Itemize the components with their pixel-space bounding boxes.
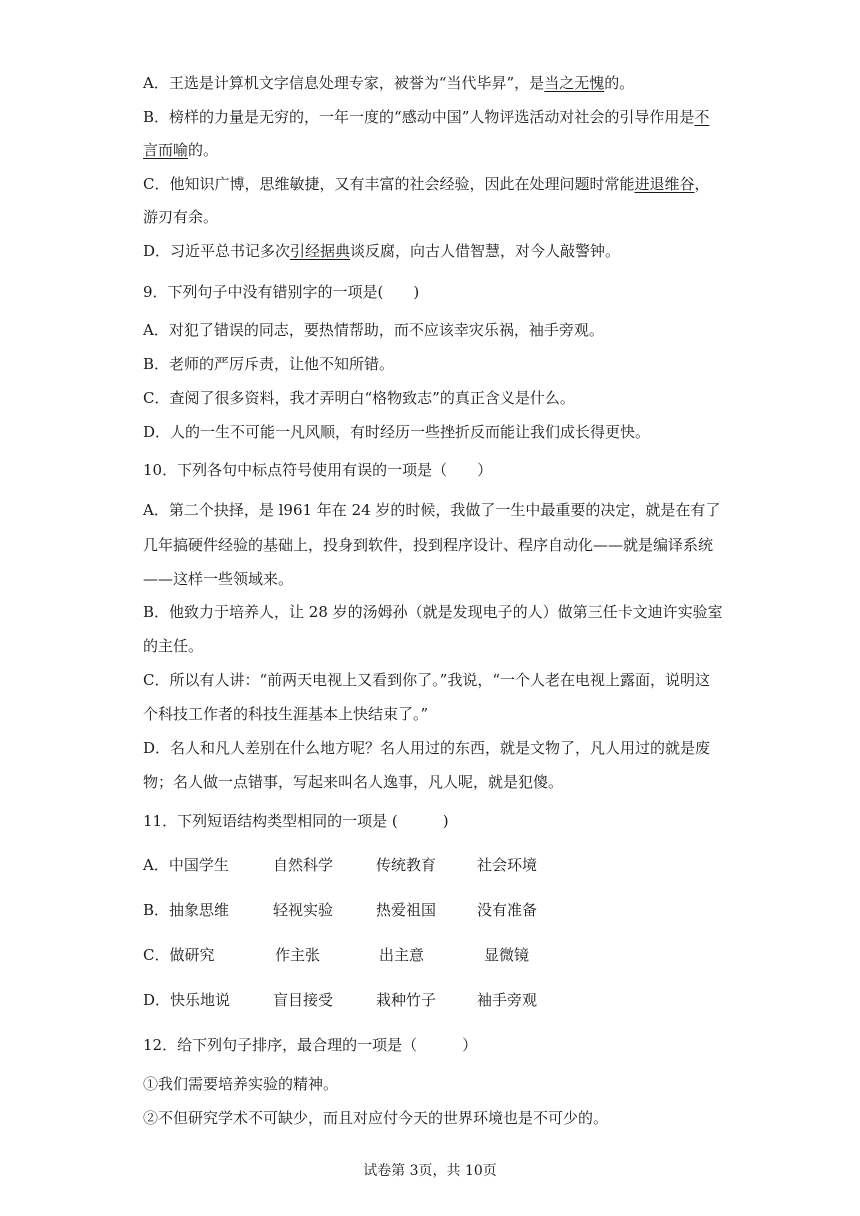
q11-row-a-label: A．中国学生 — [143, 856, 229, 874]
q8-option-c-text: C．他知识广博，思维敏捷，又有丰富的社会经验，因此在处理问题时常能 — [143, 175, 635, 193]
q8-option-b-underlined-start: 不 — [694, 108, 710, 126]
q12-stem: 12．给下列句子排序，最合理的一项是（ ） — [143, 1036, 478, 1054]
q8-option-b-line1 — [143, 107, 709, 127]
q8-option-a-underlined: 当之无愧 — [544, 74, 605, 92]
q10-option-b-line1: B．他致力于培养人，让 28 岁的汤姆孙（就是发现电子的人）做第三任卡文迪许实验室 — [143, 603, 723, 621]
q8-option-a-text: A．王选是计算机文字信息处理专家，被誉为“当代毕昇”，是 — [143, 74, 545, 92]
q8-option-d-tail: 谈反腐，向古人借智慧，对今人敲警钟。 — [350, 242, 621, 260]
q8-option-c-line2: 游刃有余。 — [143, 208, 219, 226]
q10-option-a-line2: 几年搞硬件经验的基础上，投身到软件，投到程序设计、程序自动化——就是编译系统 — [143, 536, 714, 554]
q8-option-b-text: B．榜样的力量是无穷的，一年一度的“感动中国”人物评选活动对社会的引导作用是 — [143, 108, 695, 126]
q11-row-c-phrase-4: 显微镜 — [484, 946, 530, 964]
q8-option-d — [143, 241, 620, 261]
q10-option-c-line1: C．所以有人讲：“前两天电视上又看到你了。”我说，“一个人老在电视上露面，说明这 — [143, 671, 710, 689]
q8-option-b-tail: 的。 — [188, 141, 219, 159]
q11-row-b-phrase-4: 没有准备 — [477, 901, 538, 919]
q9-option-d: D．人的一生不可能一凡风顺，有时经历一些挫折反而能让我们成长得更快。 — [143, 423, 651, 441]
q9-option-b: B．老师的严厉斥责，让他不知所错。 — [143, 355, 395, 373]
q11-row-d-phrase-4: 袖手旁观 — [477, 991, 538, 1009]
q10-option-d-line2: 物；名人做一点错事，写起来叫名人逸事，凡人呢，就是犯傻。 — [143, 773, 564, 791]
q10-option-a-line1: A．第二个抉择，是 l961 年在 24 岁的时候，我做了一生中最重要的决定，就是在有了 — [143, 501, 721, 519]
page-footer: 试卷第 3页，共 10页 — [363, 1163, 497, 1179]
q8-option-c-underlined: 进退维谷 — [634, 175, 695, 193]
q11-stem: 11．下列短语结构类型相同的一项是 ( ) — [143, 812, 449, 830]
q8-option-c-line1 — [143, 174, 710, 194]
q10-option-a-line3: ——这样一些领域来。 — [143, 570, 294, 588]
q11-row-c-phrase-3: 出主意 — [379, 946, 425, 964]
q11-row-d-label: D．快乐地说 — [143, 991, 231, 1009]
q10-stem: 10．下列各句中标点符号使用有误的一项是（ ） — [143, 461, 493, 479]
q11-row-d-phrase-3: 栽种竹子 — [376, 991, 437, 1009]
q11-row-c-phrase-2: 作主张 — [275, 946, 321, 964]
q11-row-c-label: C．做研究 — [143, 946, 215, 964]
q10-option-b-line2: 的主任。 — [143, 637, 204, 655]
q10-option-c-line2: 个科技工作者的科技生涯基本上快结束了。” — [143, 705, 429, 723]
q11-row-b-phrase-2: 轻视实验 — [273, 901, 334, 919]
q11-row-b-phrase-3: 热爱祖国 — [376, 901, 437, 919]
q8-option-c-comma: ， — [694, 175, 710, 193]
q11-row-a-phrase-4: 社会环境 — [477, 856, 538, 874]
q9-option-a: A．对犯了错误的同志，要热情帮助，而不应该幸灾乐祸，袖手旁观。 — [143, 321, 604, 339]
q9-stem: 9．下列句子中没有错别字的一项是( ) — [143, 283, 420, 301]
q12-sentence-1: ①我们需要培养实验的精神。 — [143, 1075, 339, 1093]
q8-option-b-line2 — [143, 140, 218, 160]
q11-row-a-phrase-2: 自然科学 — [273, 856, 334, 874]
q10-option-d-line1: D．名人和凡人差别在什么地方呢？名人用过的东西，就是文物了，凡人用过的就是废 — [143, 739, 711, 757]
q11-row-a-phrase-3: 传统教育 — [376, 856, 437, 874]
q8-option-d-text: D．习近平总书记多次 — [143, 242, 291, 260]
q9-option-c: C．查阅了很多资料，我才弄明白“格物致志”的真正含义是什么。 — [143, 389, 575, 407]
q12-sentence-2: ②不但研究学术不可缺少，而且对应付今天的世界环境也是不可少的。 — [143, 1109, 609, 1127]
q8-option-b-underlined-end: 言而喻 — [143, 141, 189, 159]
q8-option-a-tail: 的。 — [604, 74, 635, 92]
q8-option-d-underlined: 引经据典 — [290, 242, 351, 260]
q11-row-b-label: B．抽象思维 — [143, 901, 230, 919]
q11-row-d-phrase-2: 盲目接受 — [273, 991, 334, 1009]
q8-option-a — [143, 73, 634, 93]
